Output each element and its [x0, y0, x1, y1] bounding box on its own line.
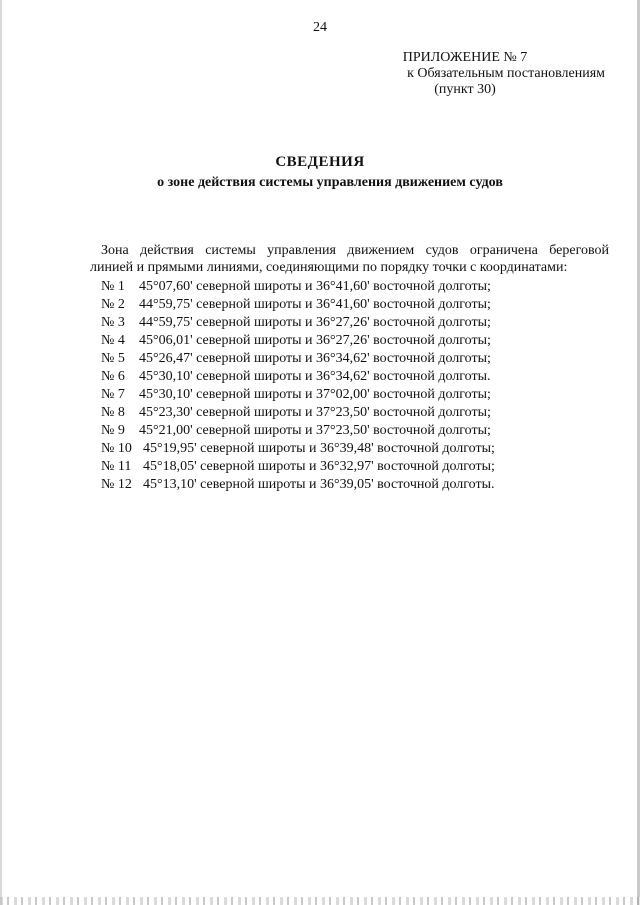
point-coordinates: 45°26,47' северной широты и 36°34,62' восточной долготы;	[139, 351, 491, 366]
point-number: № 5	[101, 351, 125, 366]
list-item	[101, 314, 495, 332]
point-coordinates: 45°21,00' северной широты и 37°23,50' восточной долготы;	[139, 423, 491, 438]
list-item	[101, 386, 495, 404]
document-subtitle: о зоне действия системы управления движением судов	[157, 175, 503, 190]
point-coordinates: 44°59,75' северной широты и 36°27,26' восточной долготы;	[139, 315, 491, 330]
point-coordinates: 45°23,30' северной широты и 37°23,50' восточной долготы;	[139, 405, 491, 420]
point-coordinates: 45°18,05' северной широты и 36°32,97' восточной долготы;	[143, 459, 495, 474]
appendix-reference: к Обязательным постановлениям	[407, 66, 605, 81]
point-number: № 10	[101, 441, 132, 456]
intro-line-1: Зона действия системы управления движением судов ограничена береговой	[101, 243, 609, 258]
point-coordinates: 45°07,60' северной широты и 36°41,60' восточной долготы;	[139, 279, 491, 294]
list-item	[101, 296, 495, 314]
list-item	[101, 368, 495, 386]
point-number: № 12	[101, 477, 132, 492]
list-item	[101, 278, 495, 296]
point-number: № 2	[101, 297, 125, 312]
list-item	[101, 458, 495, 476]
appendix-header	[325, 50, 605, 98]
document-title: СВЕДЕНИЯ	[275, 154, 365, 170]
list-item	[101, 440, 495, 458]
point-coordinates: 45°19,95' северной широты и 36°39,48' восточной долготы;	[143, 441, 495, 456]
point-number: № 3	[101, 315, 125, 330]
point-number: № 8	[101, 405, 125, 420]
coordinate-list	[101, 278, 495, 494]
point-coordinates: 45°13,10' северной широты и 36°39,05' восточной долготы.	[143, 477, 495, 492]
page-number: 24	[313, 20, 327, 35]
point-coordinates: 44°59,75' северной широты и 36°41,60' восточной долготы;	[139, 297, 491, 312]
scan-bottom-edge	[0, 897, 640, 905]
point-number: № 1	[101, 279, 125, 294]
point-coordinates: 45°30,10' северной широты и 37°02,00' восточной долготы;	[139, 387, 491, 402]
intro-line-2: линией и прямыми линиями, соединяющими по порядку точки с координатами:	[90, 260, 568, 275]
list-item	[101, 332, 495, 350]
page-edge-left	[0, 0, 2, 905]
point-number: № 11	[101, 459, 132, 474]
point-number: № 4	[101, 333, 125, 348]
point-coordinates: 45°06,01' северной широты и 36°27,26' восточной долготы;	[139, 333, 491, 348]
list-item	[101, 404, 495, 422]
list-item	[101, 422, 495, 440]
appendix-clause: (пункт 30)	[434, 82, 496, 97]
point-number: № 6	[101, 369, 125, 384]
point-coordinates: 45°30,10' северной широты и 36°34,62' восточной долготы.	[139, 369, 491, 384]
appendix-title: ПРИЛОЖЕНИЕ № 7	[402, 50, 528, 65]
intro-paragraph	[101, 242, 609, 260]
list-item	[101, 350, 495, 368]
point-number: № 7	[101, 387, 125, 402]
point-number: № 9	[101, 423, 125, 438]
list-item	[101, 476, 495, 494]
